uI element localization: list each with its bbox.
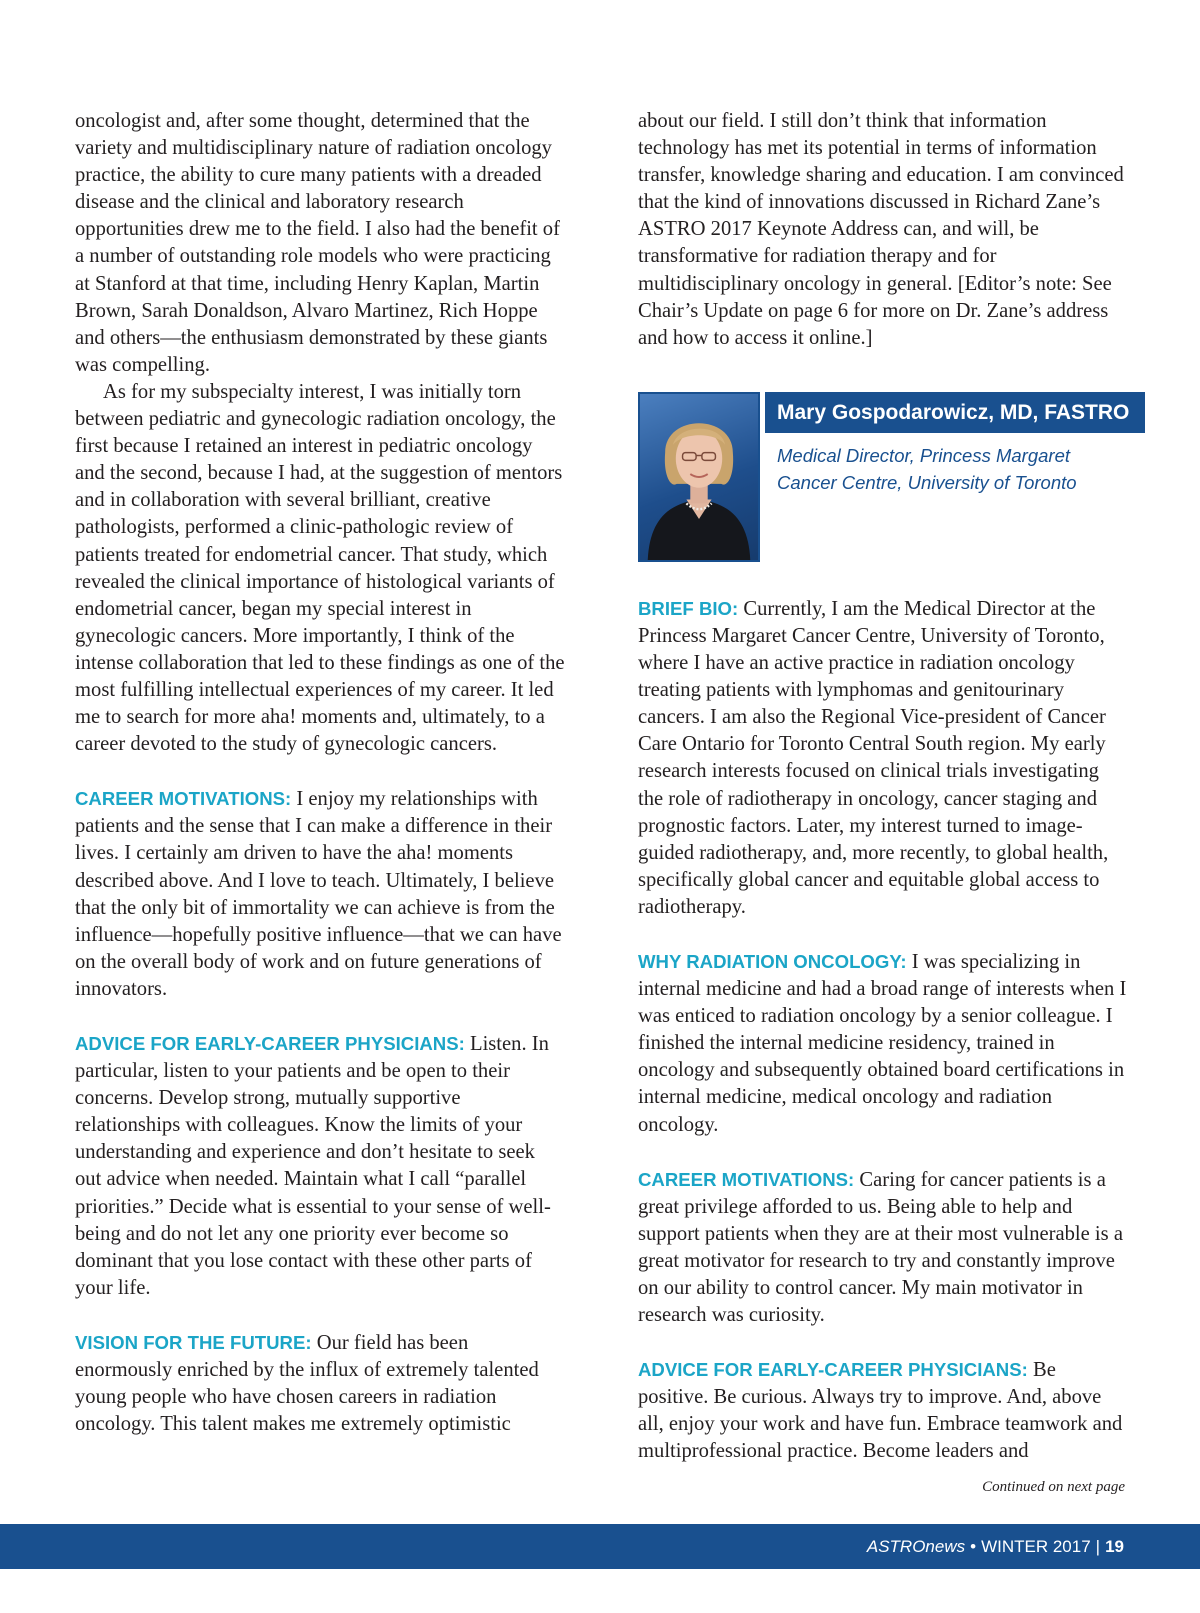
right-paragraph-1: about our field. I still don’t think that information technology has met its potential in terms of information transfer, knowledge sharing and education. I am convinced that the kind of innovations discussed in Richard Zane’s ASTRO 2017 Keynote Address can, and will, be transformative for radiation therapy and for multidisciplinary oncology in general. [Editor’s note: See Chair’s Update on page 6 for more on Dr. Zane’s address and how to access it online.] (638, 110, 1124, 349)
section-label: ADVICE FOR EARLY-CAREER PHYSICIANS: (638, 1359, 1028, 1381)
section-label: WHY RADIATION ONCOLOGY: (638, 950, 907, 972)
career-motivations-section (638, 1166, 1128, 1330)
publication-name: ASTROnews (866, 1537, 966, 1556)
footer-bar (0, 1524, 1200, 1569)
left-paragraph-2: As for my subspecialty interest, I was initially torn between pediatric and gynecologic radiation oncology, the first because I retained an interest in pediatric oncology and the second, because I had, at the suggestion of mentors and in collaboration with several brilliant, creative pathologists, performed a clinic-pathologic review of patients treated for endometrial cancer. That study, which revealed the clinical importance of histological variants of endometrial cancer, began my special interest in gynecologic cancers. More importantly, I think of the intense collaboration that led to these findings as one of the most fulfilling intellectual experiences of my career. It led me to search for more aha! moments and, ultimately, to a career devoted to the study of gynecologic cancers. (75, 380, 565, 756)
footer-separator: | (1095, 1537, 1101, 1556)
section-text: I enjoy my relationships with patients and the sense that I can make a difference in their lives. I certainly am driven to have the aha! moments described above. And I love to teach. Ultimately, I believe that the only bit of immortality we can achieve is from the influence—hopefully positive influence—that we can have on the overall body of work and on future generations of innovators. (75, 788, 562, 1000)
section-label: CAREER MOTIVATIONS: (75, 788, 292, 810)
portrait-photo (638, 392, 760, 562)
footer-bullet: • (970, 1537, 977, 1556)
issue-label: WINTER 2017 (981, 1537, 1091, 1556)
section-label: CAREER MOTIVATIONS: (638, 1168, 855, 1190)
vision-section (75, 1329, 565, 1438)
left-column (75, 108, 565, 1438)
section-label: VISION FOR THE FUTURE: (75, 1331, 312, 1353)
left-paragraph-1: oncologist and, after some thought, determined that the variety and multidisciplinary nature of radiation oncology practice, the ability to cure many patients with a dreaded disease and the clinical and laboratory research opportunities drew me to the field. I also had the benefit of a number of outstanding role models who were practicing at Stanford at that time, including Henry Kaplan, Martin Brown, Sarah Donaldson, Alvaro Martinez, Rich Hoppe and others—the enthusiasm demonstrated by these giants was compelling. (75, 110, 560, 376)
portrait-illustration (640, 394, 758, 560)
footer-text (867, 1524, 1124, 1569)
section-text: Listen. In particular, listen to your patients and be open to their concerns. Develop strong, mutually supportive relationships with colleagues. Know the limits of your understanding and experience and don’t hesitate to seek out advice when needed. Maintain what I call “parallel priorities.” Decide what is essential to your sense of well-being and do not let any one priority ever become so dominant that you lose contact with these other parts of your life. (75, 1033, 551, 1299)
right-column (638, 108, 1128, 1466)
profile-card (638, 392, 1128, 568)
why-radiation-oncology-section (638, 948, 1128, 1139)
advice-section (638, 1356, 1128, 1465)
profile-name: Mary Gospodarowicz, MD, FASTRO (765, 392, 1145, 433)
continued-note: Continued on next page (982, 1479, 1125, 1495)
profile-title (777, 442, 1137, 496)
section-text: I was specializing in internal medicine and had a broad range of interests when I was enticed to radiation oncology by a senior colleague. I finished the internal medicine residency, trained in oncology and subsequently obtained board certifications in internal medicine, medical oncology and radiation oncology. (638, 950, 1127, 1136)
page-number: 19 (1105, 1537, 1124, 1556)
section-text: Our field has been enormously enriched by the influx of extremely talented young people who have chosen careers in radiation oncology. This talent makes me extremely optimistic (75, 1331, 539, 1436)
section-text: Currently, I am the Medical Director at the Princess Margaret Cancer Centre, University of Toronto, where I have an active practice in radiation oncology treating patients with lymphomas and genitourinary cancers. I am also the Regional Vice-president of Cancer Care Ontario for Toronto Central South region. My early research interests focused on clinical trials investigating the role of radiotherapy in oncology, cancer staging and prognostic factors. Later, my interest turned to image-guided radiotherapy, and, more recently, to global health, specifically global cancer and equitable global access to radiotherapy. (638, 597, 1109, 918)
section-label: BRIEF BIO: (638, 597, 739, 619)
profile-title-line: Medical Director, Princess Margaret (777, 444, 1071, 466)
career-motivations-section (75, 785, 565, 1003)
profile-title-line: Cancer Centre, University of Toronto (777, 471, 1077, 493)
advice-section (75, 1030, 565, 1302)
section-text: Caring for cancer patients is a great privilege afforded to us. Being able to help and support patients when they are at their most vulnerable is a great motivator for research to try and constantly improve on our ability to control cancer. My main motivator in research was curiosity. (638, 1168, 1123, 1327)
brief-bio-section (638, 595, 1128, 921)
section-label: ADVICE FOR EARLY-CAREER PHYSICIANS: (75, 1033, 465, 1054)
section-text: Be positive. Be curious. Always try to improve. And, above all, enjoy your work and have fun. Embrace teamwork and multiprofessional practice. Become leaders and (638, 1359, 1123, 1463)
